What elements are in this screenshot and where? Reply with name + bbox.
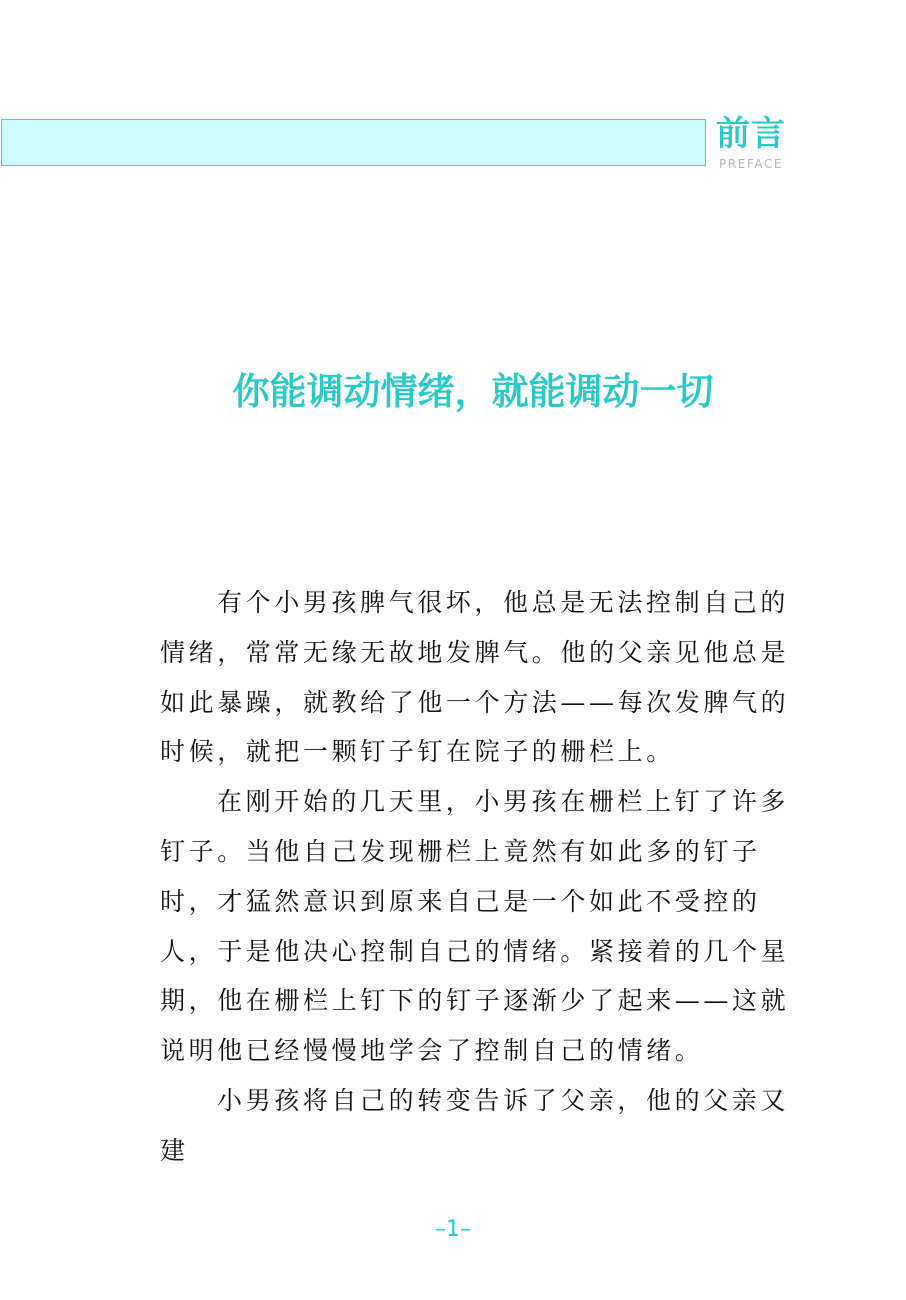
paragraph: 在刚开始的几天里，小男孩在栅栏上钉了许多钉子。当他自己发现栅栏上竟然有如此多的钉子时，才猛然意识到原来自己是一个如此不受控的人，于是他决心控制自己的情绪。紧接着的几个星期，他在栅栏上钉下的钉子逐渐少了起来——这就说明他已经慢慢地学会了控制自己的情绪。 bbox=[160, 787, 790, 1066]
body-text bbox=[160, 578, 790, 1176]
paragraph: 小男孩将自己的转变告诉了父亲，他的父亲又建 bbox=[160, 1085, 790, 1165]
page-number: –1– bbox=[435, 1217, 471, 1242]
chapter-title: 你能调动情绪，就能调动一切 bbox=[232, 369, 714, 413]
paragraph: 有个小男孩脾气很坏，他总是无法控制自己的情绪，常常无缘无故地发脾气。他的父亲见他总是如此暴躁，就教给了他一个方法——每次发脾气的时候，就把一颗钉子钉在院子的栅栏上。 bbox=[160, 588, 790, 767]
section-subtitle: PREFACE bbox=[719, 157, 784, 171]
section-title: 前言 bbox=[716, 114, 786, 154]
header-band bbox=[1, 119, 706, 166]
